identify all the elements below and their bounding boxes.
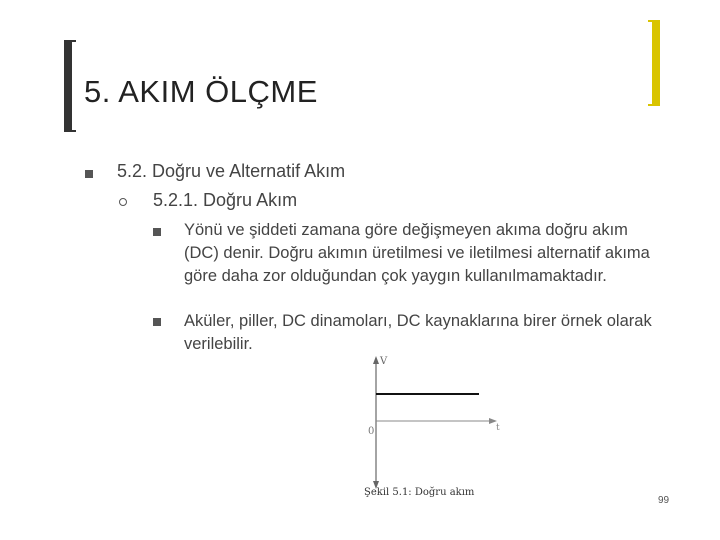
bullet-square-icon: [153, 318, 161, 326]
bullet-text-1: Yönü ve şiddeti zamana göre değişmeyen akıma doğru akım (DC) denir. Doğru akımın üretilmesi ve iletilmesi alternatif akıma göre daha zor olduğundan çok yaygın kullanılmamaktadır.: [184, 221, 650, 285]
title-bracket-right: [648, 20, 660, 106]
page-number: 99: [658, 495, 670, 506]
figure-caption: Şekil 5.1: Doğru akım: [364, 487, 475, 498]
origin-label: 0: [368, 426, 375, 437]
level1-heading: 5.2. Doğru ve Alternatif Akım: [117, 161, 346, 181]
y-axis-arrow-up-icon: [373, 356, 379, 364]
bullet-circle-icon: [119, 198, 127, 206]
x-axis-label: t: [496, 423, 500, 433]
level2-heading: 5.2.1. Doğru Akım: [153, 190, 298, 210]
slide-title: 5. AKIM ÖLÇME: [84, 74, 318, 109]
y-axis-label: V: [380, 356, 388, 367]
bullet-square-icon: [85, 170, 93, 178]
bullet-square-icon: [153, 228, 161, 236]
dc-current-graph: [358, 350, 514, 498]
bullet-text-2: Aküler, piller, DC dinamoları, DC kaynaklarına birer örnek olarak verilebilir.: [184, 312, 652, 353]
title-bracket-left: [64, 40, 76, 132]
